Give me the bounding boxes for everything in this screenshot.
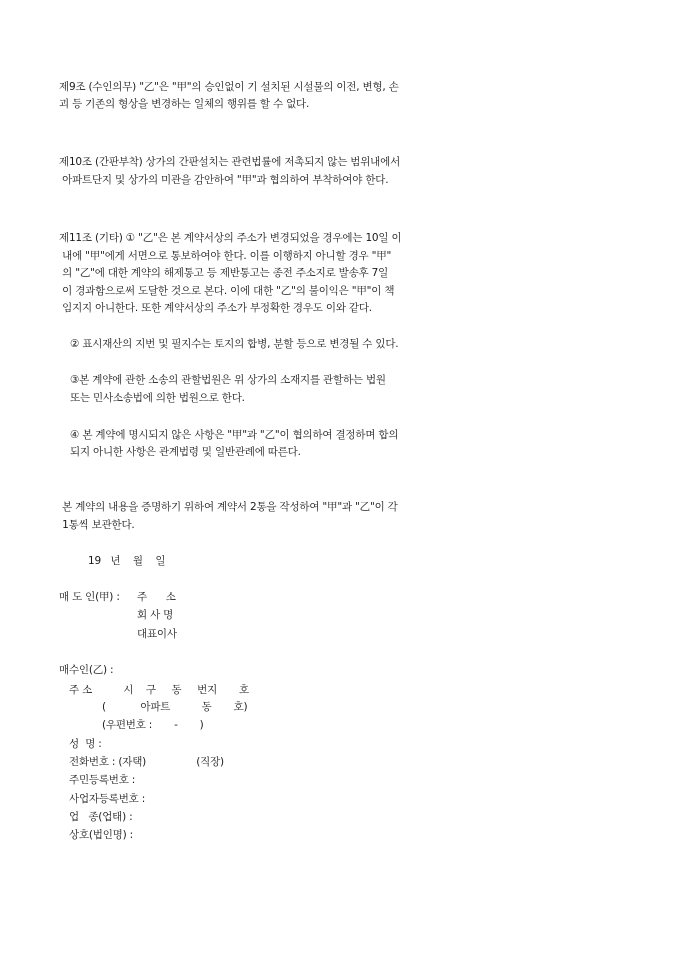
article-11-p4-line-1: ④ 본 계약에 명시되지 않은 사항은 "甲"과 "乙"이 협의하여 결정하며 합의: [70, 429, 399, 441]
seller-label: 매 도 인(甲) :: [59, 591, 120, 603]
buyer-name: 성 명 :: [69, 738, 102, 750]
buyer-address: 주 소 시 구 동 번지 호: [69, 684, 249, 696]
article-11-p3-line-2: 또는 민사소송법에 의한 법원으로 한다.: [70, 392, 245, 404]
buyer-trade-name: 상호(법인명) :: [69, 829, 133, 841]
seller-company: 회 사 명: [137, 609, 174, 621]
article-11-p1-line-5: 임지지 아니한다. 또한 계약서상의 주소가 부정확한 경우도 이와 같다.: [59, 302, 372, 314]
article-9-line-1: 제9조 (수인의무) "乙"은 "甲"의 승인없이 기 설치된 시설물의 이전, 변형, 손: [59, 81, 399, 93]
seller-address: 주 소: [137, 591, 176, 603]
closing-line-2: 1통씩 보관한다.: [59, 519, 135, 531]
article-10-line-2: 아파트단지 및 상가의 미관을 감안하여 "甲"과 협의하여 부착하여야 한다.: [59, 174, 389, 186]
buyer-industry: 업 종(업태) :: [69, 811, 133, 823]
buyer-phone: 전화번호 : (자택) (직장): [69, 756, 224, 768]
seller-ceo: 대표이사: [137, 628, 177, 640]
article-11-p1-line-1: 제11조 (기타) ① "乙"은 본 계약서상의 주소가 변경되었을 경우에는 10일 이: [59, 232, 402, 244]
buyer-resident-number: 주민등록번호 :: [69, 774, 136, 786]
closing-line-1: 본 계약의 내용을 증명하기 위하여 계약서 2통을 작성하여 "甲"과 "乙"이 각: [59, 501, 398, 513]
contract-date: 19 년 월 일: [88, 555, 166, 567]
article-11-p3-line-1: ③본 계약에 관한 소송의 관할법원은 위 상가의 소재지를 관할하는 법원: [70, 374, 386, 386]
buyer-postal-code: (우편번호 : - ): [102, 719, 204, 731]
article-11-p1-line-2: 내에 "甲"에게 서면으로 통보하여야 한다. 이를 이행하지 아니할 경우 "甲": [59, 250, 392, 262]
article-11-p2: ② 표시재산의 지번 및 필지수는 토지의 합병, 분할 등으로 변경될 수 있다.: [70, 338, 399, 350]
buyer-business-number: 사업자등록번호 :: [69, 793, 146, 805]
buyer-label: 매수인(乙) :: [59, 664, 114, 676]
article-10-line-1: 제10조 (간판부착) 상가의 간판설치는 관련법률에 저촉되지 않는 범위내에서: [59, 156, 401, 168]
article-9-line-2: 괴 등 기존의 형상을 변경하는 일체의 행위를 할 수 없다.: [59, 98, 310, 110]
article-11-p4-line-2: 되지 아니한 사항은 관계법령 및 일반관례에 따른다.: [70, 446, 301, 458]
article-11-p1-line-4: 이 경과함으로써 도달한 것으로 본다. 이에 대한 "乙"의 불이익은 "甲"이 책: [59, 285, 395, 297]
buyer-apartment: ( 아파트 동 호): [102, 701, 248, 713]
article-11-p1-line-3: 의 "乙"에 대한 계약의 해제통고 등 제반통고는 종전 주소지로 발송후 7일: [59, 267, 389, 279]
